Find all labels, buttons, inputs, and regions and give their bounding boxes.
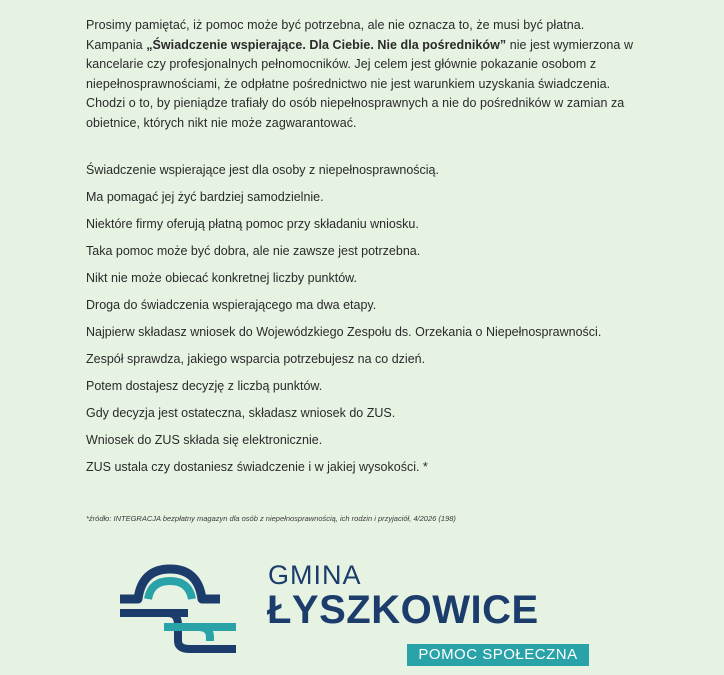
info-line: Droga do świadczenia wspierającego ma dwa etapy. [86, 298, 377, 312]
logo-badge: POMOC SPOŁECZNA [407, 644, 589, 666]
info-line: ZUS ustala czy dostaniesz świadczenie i w jakiej wysokości. * [86, 460, 428, 474]
info-line: Najpierw składasz wniosek do Wojewódzkiego Zespołu ds. Orzekania o Niepełnosprawności. [86, 325, 602, 339]
info-line: Nikt nie może obiecać konkretnej liczby punktów. [86, 271, 357, 285]
info-list [86, 162, 601, 486]
gmina-emblem-icon [118, 563, 238, 653]
info-line: Gdy decyzja jest ostateczna, składasz wniosek do ZUS. [86, 406, 396, 420]
intro-paragraph [86, 16, 642, 134]
info-line: Wniosek do ZUS składa się elektronicznie. [86, 433, 323, 447]
source-footnote: *źródło: INTEGRACJA bezpłatny magazyn dla osób z niepełnosprawnością, ich rodzin i przyjaciół, 4/2026 (198) [86, 514, 456, 523]
info-line: Taka pomoc może być dobra, ale nie zawsze jest potrzebna. [86, 244, 421, 258]
info-line: Zespół sprawdza, jakiego wsparcia potrzebujesz na co dzień. [86, 352, 426, 366]
campaign-name: „Świadczenie wspierające. Dla Ciebie. Nie dla pośredników” [146, 37, 507, 52]
info-line: Potem dostajesz decyzję z liczbą punktów. [86, 379, 323, 393]
intro-text-2: nie jest wymierzona w kancelarie czy profesjonalnych pełnomocników. Jej celem jest głównie pokazanie osobom z niepełnosprawnościami, że odpłatne pośrednictwo nie jest warunkiem uzyskania świadczenia. Chodzi o to, by pieniądze trafiały do osób niepełnosprawnych a nie do pośredników w zamian za obietnice, których nikt nie może zagwarantować. [86, 37, 634, 130]
info-line: Ma pomagać jej żyć bardziej samodzielnie. [86, 190, 324, 204]
logo-gmina-text: GMINA [268, 560, 362, 590]
info-line: Niektóre firmy oferują płatną pomoc przy składaniu wniosku. [86, 217, 419, 231]
logo-city-name: ŁYSZKOWICE [267, 588, 539, 632]
info-line: Świadczenie wspierające jest dla osoby z niepełnosprawnością. [86, 163, 439, 177]
intro-text-1: Prosimy pamiętać, iż pomoc może być potrzebna, ale nie oznacza to, że musi być płatna. Kampania [86, 18, 585, 52]
